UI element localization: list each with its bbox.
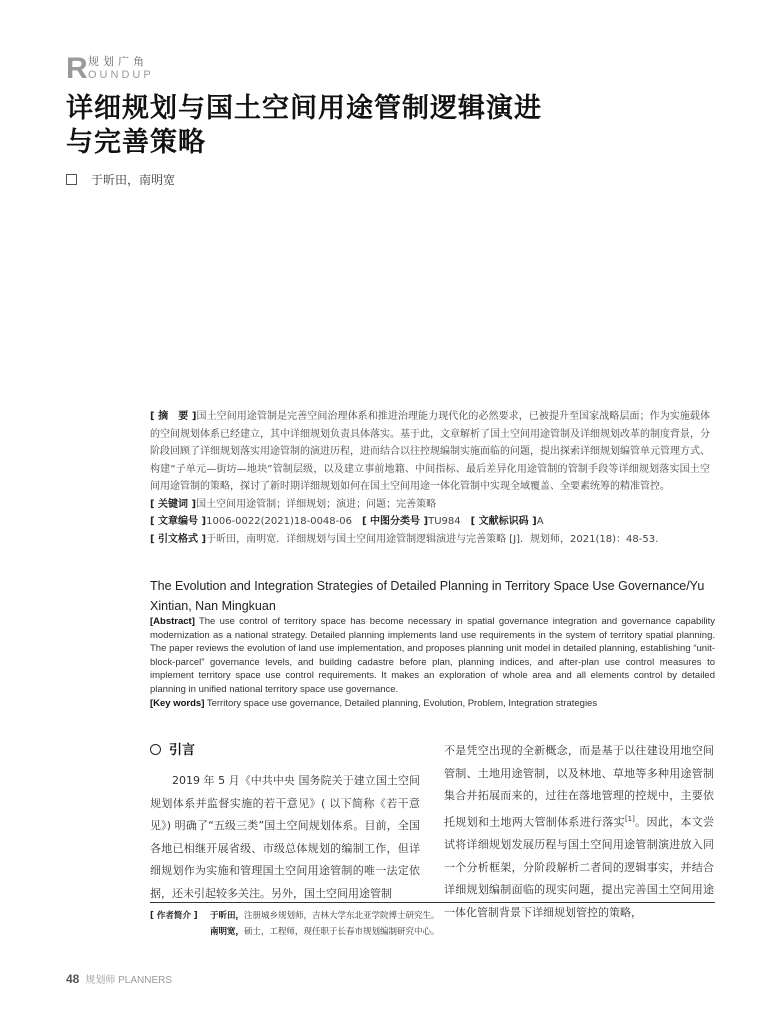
english-title: The Evolution and Integration Strategies of Detailed Planning in Territory Space Use Governance/Yu Xintian, Nan Mingkuan bbox=[150, 579, 705, 613]
en-keywords-text: Territory space use governance, Detailed planning, Evolution, Problem, Integration strategies bbox=[206, 697, 598, 709]
keywords-label: [ 关键词 ] bbox=[150, 498, 197, 510]
doc-code-value: A bbox=[536, 516, 544, 527]
body-column-left bbox=[150, 740, 420, 906]
square-bullet-icon bbox=[66, 174, 77, 185]
author-names: 于昕田，南明宽 bbox=[91, 173, 176, 187]
body-column-right bbox=[444, 740, 714, 924]
citation-ref: [1] bbox=[624, 814, 635, 823]
journal-name: 规划师 PLANNERS bbox=[85, 975, 173, 986]
author-notes-label: [ 作者简介 ] bbox=[150, 911, 198, 921]
abstract-label: [ 摘 要 ] bbox=[150, 411, 197, 422]
en-abstract-text: The use control of territory space has become necessary in spatial governance integration and governance capability modernization as a national strategy. Detailed planning implements land use requirements in the system of territory spatial planning. The paper reviews the evolution of land use implementation, and proposes planning unit model in detailed planning, establishing “unit-block-parcel” governance levels, and building cadastre before plan, planning indices, and after-plan use control measures to implement territory space use control requirements. It makes an exploration of whole area and all elements control by detailed planning in unified national territory space use governance. bbox=[150, 616, 715, 695]
citation-line bbox=[150, 531, 710, 549]
abstract-text: 国土空间用途管制是完善空间治理体系和推进治理能力现代化的必然要求，已被提升至国家战略层面；作为实施载体的空间规划体系已经建立，其中详细规划负责具体落实。基于此，文章解析了国土空间用途管制及详细规划改革的制度背景，分阶段回顾了详细规划落实用途管制的演进历程，进而结合以往控规编制实施面临的问题，提出探索详细规划编管单元管理方式、构建“子单元—街坊—地块”管制层级，以及建立事前地籍、中间指标、最后差异化用途管制的管制手段等详细规划落实国土空间用途管制的策略，探讨了新时期详细规划如何在国土空间用途一体化管制中实现全域覆盖、全要素统筹的精准管控。 bbox=[150, 411, 710, 492]
abstract-paragraph bbox=[150, 408, 710, 496]
keywords-text: 国土空间用途管制；详细规划；演进；问题；完善策略 bbox=[196, 498, 437, 510]
keywords-line bbox=[150, 496, 710, 514]
article-no: 1006-0022(2021)18-0048-06 bbox=[206, 516, 352, 527]
section-circle-icon bbox=[150, 744, 161, 755]
doc-code-label: [ 文献标识码 ] bbox=[470, 516, 537, 527]
section-heading-text: 引言 bbox=[169, 743, 196, 758]
author1-desc: 注册城乡规划师，吉林大学东北亚学院博士研究生。 bbox=[244, 911, 440, 921]
article-meta-line bbox=[150, 513, 710, 531]
article-title bbox=[66, 92, 626, 160]
citation-text: 于昕田，南明宽．详细规划与国土空间用途管制逻辑演进与完善策略 [J]．规划师，2021(18)：48-53. bbox=[206, 533, 659, 545]
body-right-text-b: 。因此，本文尝试将详细规划发展历程与国土空间用途管制演进放入同一个分析框架，分阶段解析二者间的逻辑事实，并结合详细规划编制面临的现实问题，提出完善国土空间用途一体化管制背景下详细规划管控的策略， bbox=[444, 815, 715, 919]
clc-value: TU984 bbox=[428, 516, 461, 527]
author-note-row bbox=[150, 924, 715, 940]
logo-letter: R bbox=[66, 52, 86, 85]
author-line bbox=[66, 172, 175, 188]
en-abstract-paragraph bbox=[150, 615, 715, 697]
section-heading bbox=[150, 740, 420, 762]
page-footer bbox=[66, 972, 172, 988]
author2-name: 南明宽， bbox=[210, 927, 245, 937]
citation-label: [ 引文格式 ] bbox=[150, 533, 207, 545]
article-no-label: [ 文章编号 ] bbox=[150, 516, 207, 527]
body-paragraph-right bbox=[444, 740, 714, 924]
abstract-cn bbox=[150, 408, 710, 548]
author-notes bbox=[150, 908, 715, 940]
clc-label: [ 中图分类号 ] bbox=[361, 516, 429, 527]
abstract-en bbox=[150, 615, 715, 710]
body-paragraph-left: 2019 年 5 月《中共中央 国务院关于建立国土空间规划体系并监督实施的若干意见》( 以下简称《若干意见》) 明确了“五级三类”国土空间规划体系。目前，全国各地已相继开展省级、市级总体规划的编制工作，但详细规划作为实施和管理国土空间用途管制的唯一法定依据，还未引起较多关注。另外，国土空间用途管制 bbox=[150, 774, 420, 900]
en-abstract-label: [Abstract] bbox=[150, 616, 195, 627]
page-number: 48 bbox=[66, 972, 80, 986]
section-logo bbox=[66, 54, 156, 84]
divider bbox=[150, 902, 715, 903]
en-keywords-label: [Key words] bbox=[150, 697, 205, 709]
body-right-text-a: 不是凭空出现的全新概念，而是基于以往建设用地空间管制、土地用途管制，以及林地、草地等多种用途管制集合并拓展而来的，过往在落地管理的控规中，主要依托规划和土地两大管制体系进行落实 bbox=[444, 744, 714, 829]
author2-desc: 硕士，工程师，现任职于长春市规划编制研究中心。 bbox=[244, 927, 440, 937]
logo-en-text: OUNDUP bbox=[88, 69, 154, 81]
title-line-2: 与完善策略 bbox=[66, 127, 206, 158]
en-keywords-line bbox=[150, 697, 715, 711]
author-note-row bbox=[150, 908, 715, 924]
author1-name: 于昕田， bbox=[210, 911, 245, 921]
title-line-1: 详细规划与国土空间用途管制逻辑演进 bbox=[66, 93, 542, 124]
logo-cn-text: 规划广角 bbox=[88, 55, 148, 68]
